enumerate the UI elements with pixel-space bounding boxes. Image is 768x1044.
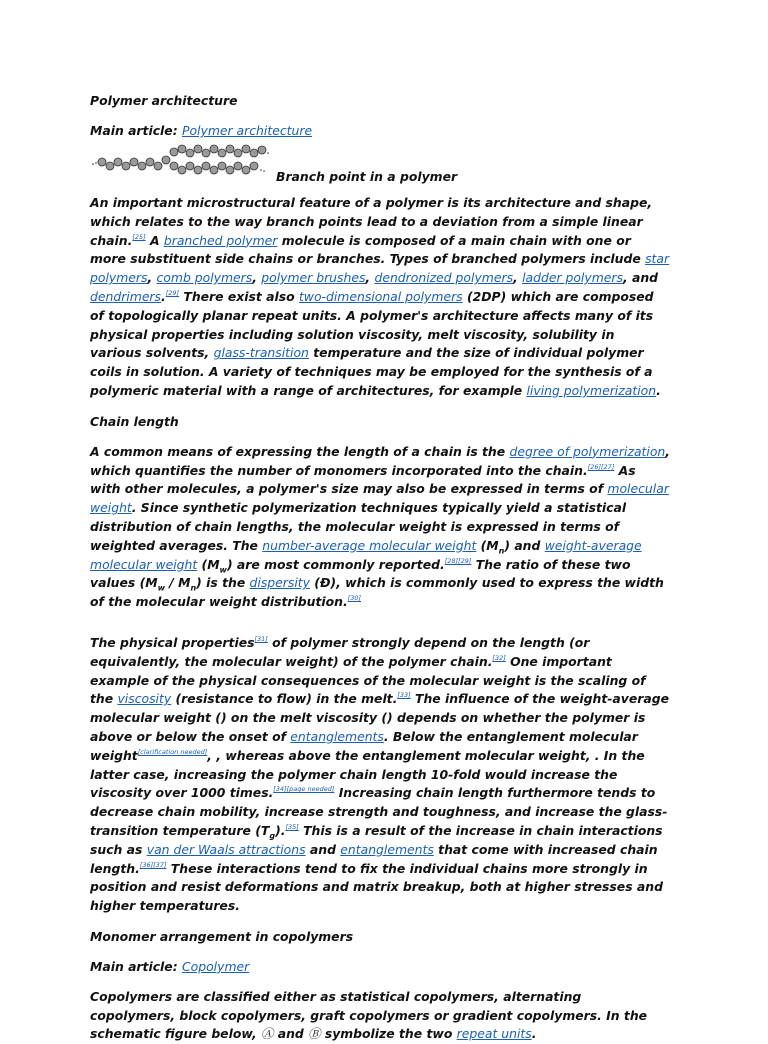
link-ladder-polymers[interactable]: ladder polymers	[522, 270, 623, 286]
main-article-label: Main article:	[90, 958, 178, 974]
repeat-unit-a-symbol: Ⓐ	[261, 1026, 274, 1042]
link-van-der-waals-attractions[interactable]: van der Waals attractions	[146, 841, 306, 857]
link-polymer-brushes[interactable]: polymer brushes	[261, 270, 366, 286]
link-weight-average-molecular-weight[interactable]: weight-average molecular weight	[90, 537, 642, 572]
paragraph-chain-length-2: The physical properties[31] of polymer strongly depend on the length (or equivalently, the molecular weight) of the polymer chain.[32] One important example of the physical consequences of the molecular weight is the scaling of the viscosity (resistance to flow) in the melt.[33] The influence of the weight-average molecular weight () on the melt viscosity () depends on whether the polymer is above or below the onset of entanglements. Below the entanglement molecular weight[clarification needed], , whereas above the entanglement molecular weight, . In the latter case, increasing the polymer chain length 10-fold would increase the viscosity over 1000 times.[34][page needed] Increasing chain length furthermore tends to decrease chain mobility, increase strength and toughness, and increase the glass-transition temperature $(T_g).[35]$ This is a result of the increase in chain interactions such as van der Waals attractions and entanglements that come with increased chain length.[36][37] These interactions tend to fix the individual chains more strongly in position and resist deformations and matrix breakup, both at higher stresses and higher temperatures.	[90, 634, 670, 914]
link-living-polymerization[interactable]: living polymerization	[526, 382, 657, 398]
link-entanglements[interactable]: entanglements	[290, 728, 384, 744]
citation-ref[interactable]: [36][37]	[139, 860, 167, 869]
branched-polymer-illustration	[90, 140, 270, 184]
citation-ref[interactable]: [33]	[397, 691, 411, 700]
link-star-polymers[interactable]: star polymers	[90, 251, 670, 286]
paragraph-chain-length-1: A common means of expressing the length of a chain is the degree of polymerization, which quantifies the number of monomers incorporated into the chain.[26][27] As with other molecules, a polymer's size may also be expressed in terms of molecular weight. Since synthetic polymerization techniques typically yield a statistical distribution of chain lengths, the molecular weight is expressed in terms of weighted averages. The number-average molecular weight $(M_n)$ and weight-average molecular weight $(M_w)$ are most commonly reported.[28][29] The ratio of these two values $(M_w / M_n)$ is the dispersity (Đ), which is commonly used to express the width of the molecular weight distribution.[30]	[90, 443, 670, 610]
main-article-line-copolymer	[90, 958, 670, 976]
main-article-link-polymer-architecture[interactable]: Polymer architecture	[182, 123, 313, 138]
link-two-dimensional-polymers[interactable]: two-dimensional polymers	[298, 288, 463, 304]
branch-point-figure	[90, 140, 670, 184]
paragraph-architecture: An important microstructural feature of a polymer is its architecture and shape, which relates to the way branch points lead to a deviation from a simple linear chain.[25] A branched polymer molecule is composed of a main chain with one or more substituent side chains or branches. Types of branched polymers include star polymers, comb polymers, polymer brushes, dendronized polymers, ladder polymers, and dendrimers.[29] There exist also two-dimensional polymers (2DP) which are composed of topologically planar repeat units. A polymer's architecture affects many of its physical properties including solution viscosity, melt viscosity, solubility in various solvents, glass-transition temperature and the size of individual polymer coils in solution. A variety of techniques may be employed for the synthesis of a polymeric material with a range of architectures, for example living polymerization.	[90, 195, 670, 398]
section-title-monomer-arrangement: Monomer arrangement in copolymers	[90, 928, 354, 944]
link-dispersity[interactable]: dispersity	[249, 575, 310, 591]
citation-ref[interactable]: [28][29]	[444, 556, 472, 565]
main-article-link-copolymer[interactable]: Copolymer	[182, 958, 250, 974]
link-branched-polymer[interactable]: branched polymer	[163, 232, 278, 248]
link-molecular-weight[interactable]: molecular weight	[90, 481, 669, 516]
citation-ref[interactable]: [32]	[492, 653, 506, 662]
article-body	[90, 92, 670, 1044]
link-viscosity[interactable]: viscosity	[117, 691, 172, 707]
link-dendrimers[interactable]: dendrimers	[90, 288, 161, 304]
citation-ref[interactable]: [29]	[165, 288, 180, 297]
citation-ref[interactable]: [34][page needed]	[273, 785, 335, 794]
section-title-polymer-architecture: Polymer architecture	[90, 93, 238, 108]
main-article-label: Main article:	[90, 123, 178, 138]
main-article-line	[90, 122, 670, 140]
citation-ref[interactable]: [35]	[285, 822, 299, 831]
link-entanglements-2[interactable]: entanglements	[340, 841, 434, 857]
link-degree-of-polymerization[interactable]: degree of polymerization	[509, 443, 666, 459]
citation-ref[interactable]: [25]	[132, 232, 146, 241]
figure-caption: Branch point in a polymer	[276, 169, 458, 184]
citation-ref[interactable]: [30]	[347, 594, 361, 603]
paragraph-copolymers: Copolymers are classified either as statistical copolymers, alternating copolymers, block copolymers, graft copolymers or gradient copolymers. In the schematic figure below, Ⓐ and Ⓑ symbolize the two repeat units.	[90, 988, 648, 1042]
link-repeat-units[interactable]: repeat units	[456, 1026, 532, 1042]
link-number-average-molecular-weight[interactable]: number-average molecular weight	[262, 537, 477, 553]
link-comb-polymers[interactable]: comb polymers	[156, 270, 253, 286]
link-glass-transition[interactable]: glass-transition	[213, 345, 309, 361]
section-title-chain-length: Chain length	[90, 413, 179, 429]
citation-ref[interactable]: [31]	[254, 634, 268, 643]
repeat-unit-b-symbol: Ⓑ	[308, 1026, 321, 1042]
clarification-needed-tag[interactable]: [clarification needed]	[137, 747, 208, 756]
link-dendronized-polymers[interactable]: dendronized polymers	[374, 270, 514, 286]
citation-ref[interactable]: [26][27]	[587, 462, 615, 471]
